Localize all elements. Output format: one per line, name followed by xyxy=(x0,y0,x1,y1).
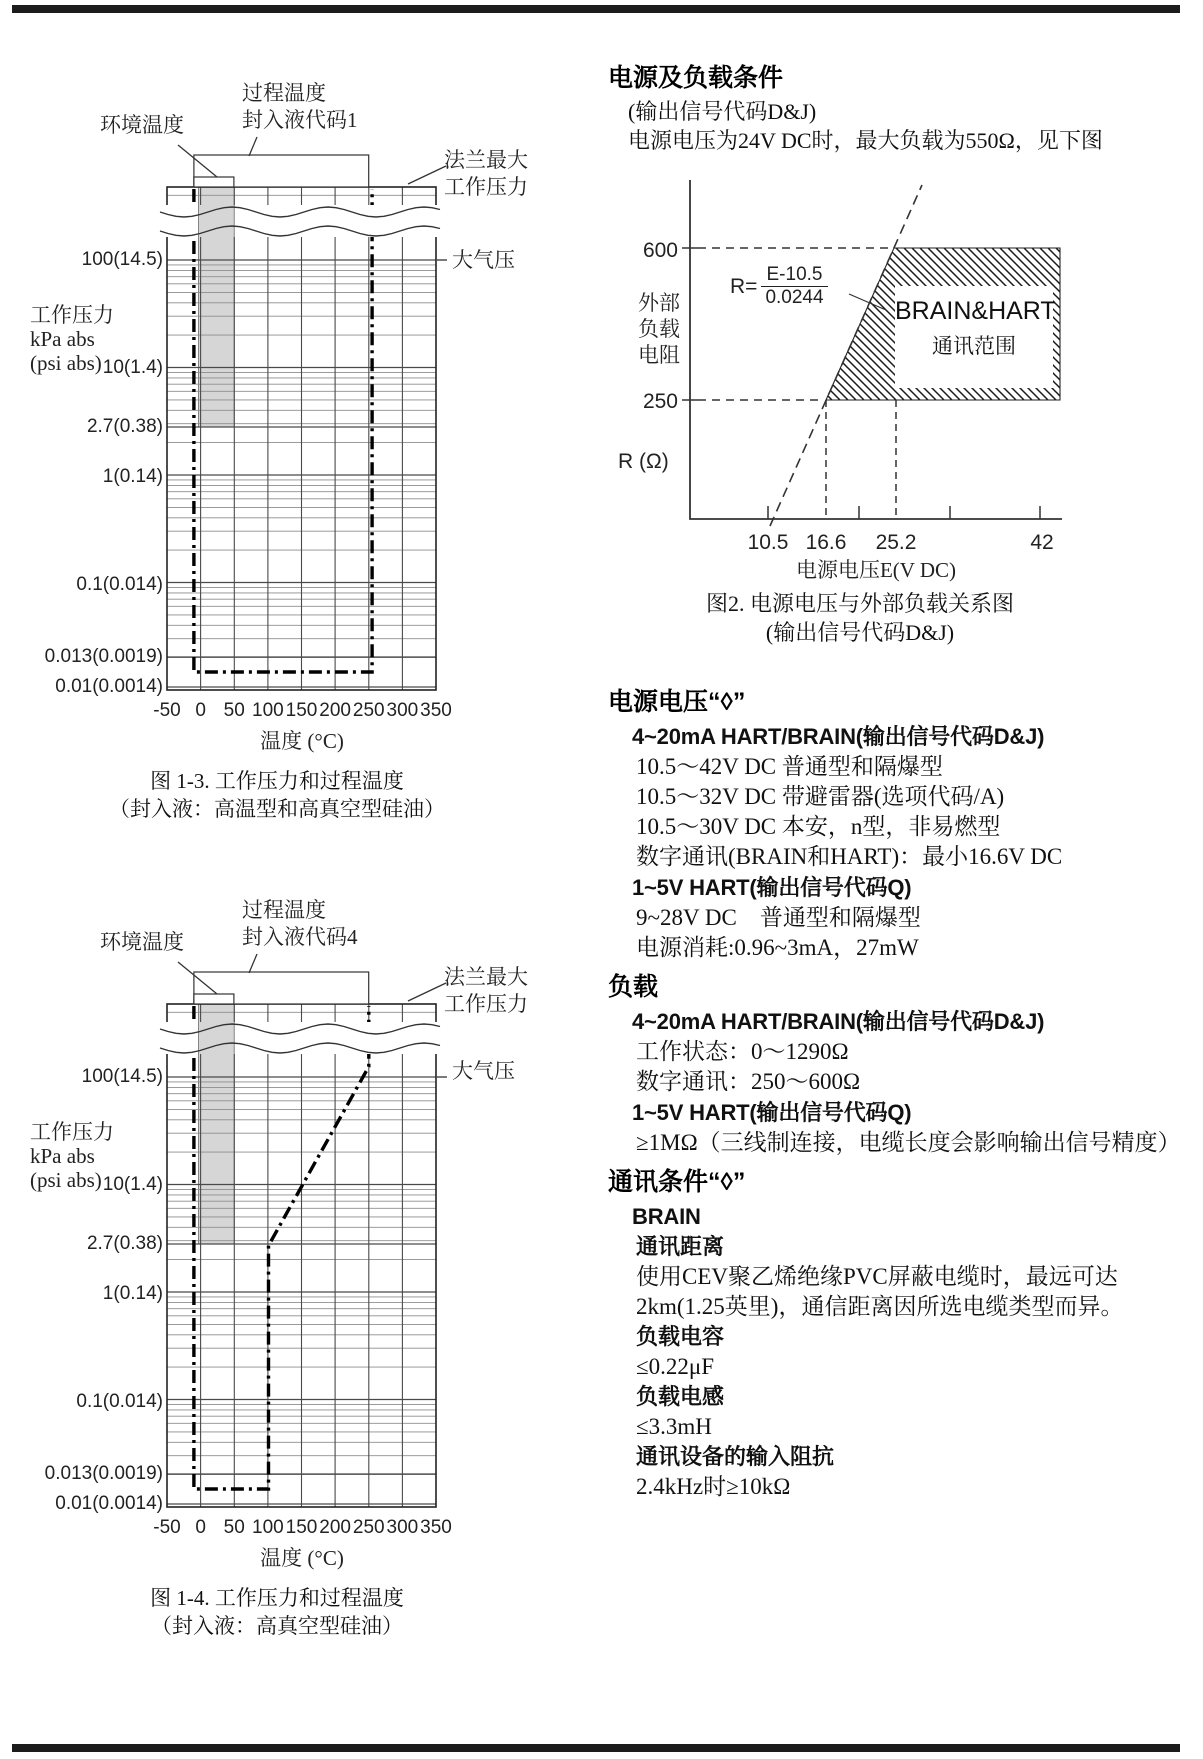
y-tick-label: 2.7(0.38) xyxy=(86,1233,163,1254)
intro-line: 电源电压为24V DC时，最大负载为550Ω，见下图 xyxy=(628,128,1103,153)
process-temp-line1: 过程温度 xyxy=(242,81,326,105)
spec-line: 通讯距离 xyxy=(636,1234,725,1259)
y-tick-label: 0.013(0.0019) xyxy=(44,1463,163,1484)
fig2-xaxis-label: 电源电压E(V DC) xyxy=(795,558,957,582)
specifications-section xyxy=(608,688,1203,1502)
yaxis-line1: 外部 xyxy=(638,291,680,315)
spec-line: 负载电容 xyxy=(636,1324,725,1349)
fig2-formula xyxy=(730,264,828,309)
process-temp-line2: 封入液代码1 xyxy=(242,108,358,132)
fig1-4-caption-sub: （封入液：高真空型硅油） xyxy=(151,1614,403,1638)
x-tick-label: 350 xyxy=(420,700,452,721)
y-tick-label: 100(14.5) xyxy=(81,1066,163,1087)
fig1-3-atmosphere-label: 大气压 xyxy=(452,248,515,272)
x-tick-label: -50 xyxy=(153,700,181,721)
intro-line: 电源及负载条件 xyxy=(608,64,784,92)
spec-line: 1~5V HART(输出信号代码Q) xyxy=(632,1100,912,1125)
x-tick-label: 300 xyxy=(386,700,419,721)
process-temp-line1: 过程温度 xyxy=(242,898,326,922)
fig2-r-unit-label: R (Ω) xyxy=(618,450,669,473)
spec-line: 10.5～30V DC 本安，n型，非易燃型 xyxy=(636,814,1001,839)
fig2-ytick-250: 250 xyxy=(642,390,678,413)
fig2-region-label-brain-hart: BRAIN&HART xyxy=(895,297,1056,325)
spec-line: 负载电感 xyxy=(636,1384,725,1409)
fig2-x-tick-label: 16.6 xyxy=(805,531,847,554)
x-tick-label: 200 xyxy=(319,1517,351,1538)
fig1-3-process-temp-label xyxy=(242,80,358,134)
spec-line: 通讯设备的输入阻抗 xyxy=(636,1444,835,1469)
fig2-caption: 图2. 电源电压与外部负载关系图 xyxy=(705,591,1014,616)
yaxis-line3: (psi abs) xyxy=(30,351,102,375)
y-tick-label: 0.1(0.014) xyxy=(76,1391,163,1412)
y-tick-label: 10(1.4) xyxy=(102,357,163,378)
fig1-4-caption: 图 1-4. 工作压力和过程温度 xyxy=(150,1586,404,1610)
x-tick-label: 0 xyxy=(195,700,206,721)
spec-line: 1~5V HART(输出信号代码Q) xyxy=(632,875,912,900)
fig1-3-caption: 图 1-3. 工作压力和过程温度 xyxy=(150,769,404,793)
yaxis-line2: kPa abs xyxy=(30,1144,95,1168)
flange-line1: 法兰最大 xyxy=(444,965,528,989)
x-tick-label: 250 xyxy=(352,700,385,721)
x-tick-label: 50 xyxy=(223,1517,245,1538)
y-tick-label: 1(0.14) xyxy=(102,1283,163,1304)
fig1-3-caption-sub: （封入液：高温型和高真空型硅油） xyxy=(109,797,445,821)
fig1-4-process-temp-label xyxy=(242,897,358,951)
fig1-4-plot xyxy=(160,954,447,1507)
x-tick-label: 150 xyxy=(285,1517,318,1538)
spec-line: 使用CEV聚乙烯绝缘PVC屏蔽电缆时，最远可达 xyxy=(636,1264,1118,1289)
spec-line: 2km(1.25英里)，通信距离因所选电缆类型而异。 xyxy=(636,1294,1124,1319)
fig1-3-plot xyxy=(160,137,447,690)
fig2-x-tick-label: 10.5 xyxy=(747,531,789,554)
formula-denominator: 0.0244 xyxy=(761,286,827,309)
flange-line2: 工作压力 xyxy=(444,992,528,1016)
spec-line: 4~20mA HART/BRAIN(输出信号代码D&J) xyxy=(632,724,1045,749)
spec-line: 电源电压“◊” xyxy=(608,688,746,716)
ambient-temperature-box xyxy=(194,177,234,187)
spec-line: 负载 xyxy=(608,973,659,1001)
y-tick-label: 100(14.5) xyxy=(81,249,163,270)
x-tick-label: 150 xyxy=(285,700,318,721)
intro-line: (输出信号代码D&J) xyxy=(628,99,817,124)
x-tick-label: -50 xyxy=(153,1517,181,1538)
spec-line: 通讯条件“◊” xyxy=(608,1168,746,1196)
fig1-4-xaxis-label: 温度 (°C) xyxy=(260,1546,344,1570)
flange-leader-line xyxy=(408,166,446,184)
fig2-caption-sub: (输出信号代码D&J) xyxy=(765,620,955,645)
fig1-4-ambient-label: 环境温度 xyxy=(100,930,184,954)
ambient-temperature-box xyxy=(194,994,234,1004)
fig2-yaxis-label xyxy=(638,290,680,368)
x-tick-label: 200 xyxy=(319,700,351,721)
spec-line: 4~20mA HART/BRAIN(输出信号代码D&J) xyxy=(632,1009,1045,1034)
spec-line: 10.5～32V DC 带避雷器(选项代码/A) xyxy=(636,784,1005,809)
formula-fraction xyxy=(761,264,827,309)
formula-lhs: R= xyxy=(730,274,758,298)
x-tick-label: 100 xyxy=(252,700,284,721)
yaxis-line1: 工作压力 xyxy=(30,303,114,327)
spec-line: 数字通讯：250～600Ω xyxy=(636,1069,861,1094)
fig1-3-xaxis-label: 温度 (°C) xyxy=(260,729,344,753)
process-temp-leader-line xyxy=(249,954,257,973)
spec-line: 电源消耗:0.96~3mA，27mW xyxy=(636,935,919,960)
y-tick-label: 2.7(0.38) xyxy=(86,416,163,437)
fig1-3-flange-label xyxy=(444,147,528,201)
spec-line: 数字通讯(BRAIN和HART)：最小16.6V DC xyxy=(636,844,1063,869)
y-tick-label: 0.01(0.0014) xyxy=(55,1493,163,1514)
yaxis-line2: 负载 xyxy=(638,317,680,341)
x-tick-label: 50 xyxy=(223,700,245,721)
x-tick-label: 0 xyxy=(195,1517,206,1538)
x-tick-label: 250 xyxy=(352,1517,385,1538)
x-tick-label: 350 xyxy=(420,1517,452,1538)
fig2-ytick-600: 600 xyxy=(642,239,678,262)
fig1-4-atmosphere-label: 大气压 xyxy=(452,1059,515,1083)
fig2-x-tick-label: 42 xyxy=(1030,531,1054,554)
x-tick-label: 100 xyxy=(252,1517,284,1538)
yaxis-line1: 工作压力 xyxy=(30,1120,114,1144)
flange-line1: 法兰最大 xyxy=(444,148,528,172)
spec-line: BRAIN xyxy=(632,1204,701,1229)
y-tick-label: 1(0.14) xyxy=(102,466,163,487)
fig2-x-tick-label: 25.2 xyxy=(875,531,917,554)
fig1-4-flange-label xyxy=(444,964,528,1018)
y-tick-label: 10(1.4) xyxy=(102,1174,163,1195)
y-tick-label: 0.1(0.014) xyxy=(76,574,163,595)
spec-line: 工作状态：0～1290Ω xyxy=(636,1039,849,1064)
fig2-region-label-range: 通讯范围 xyxy=(932,334,1016,358)
y-tick-label: 0.013(0.0019) xyxy=(44,646,163,667)
fig1-3-ambient-label: 环境温度 xyxy=(100,113,184,137)
process-temp-line2: 封入液代码4 xyxy=(242,925,358,949)
yaxis-line3: (psi abs) xyxy=(30,1168,102,1192)
y-tick-label: 0.01(0.0014) xyxy=(55,676,163,697)
spec-line: 9~28V DC 普通型和隔爆型 xyxy=(636,905,921,930)
spec-line: 10.5～42V DC 普通型和隔爆型 xyxy=(636,754,943,779)
formula-numerator: E-10.5 xyxy=(766,264,823,285)
process-temp-leader-line xyxy=(249,137,257,156)
x-tick-label: 300 xyxy=(386,1517,419,1538)
yaxis-line3: 电阻 xyxy=(638,343,680,367)
yaxis-line2: kPa abs xyxy=(30,327,95,351)
spec-line: 2.4kHz时≥10kΩ xyxy=(636,1474,791,1499)
spec-line: ≤3.3mH xyxy=(636,1414,712,1439)
spec-line: ≥1MΩ（三线制连接，电缆长度会影响输出信号精度） xyxy=(636,1130,1181,1155)
spec-line: ≤0.22μF xyxy=(636,1354,714,1379)
power-load-intro-section xyxy=(608,64,1203,155)
flange-line2: 工作压力 xyxy=(444,175,528,199)
flange-leader-line xyxy=(408,983,446,1001)
